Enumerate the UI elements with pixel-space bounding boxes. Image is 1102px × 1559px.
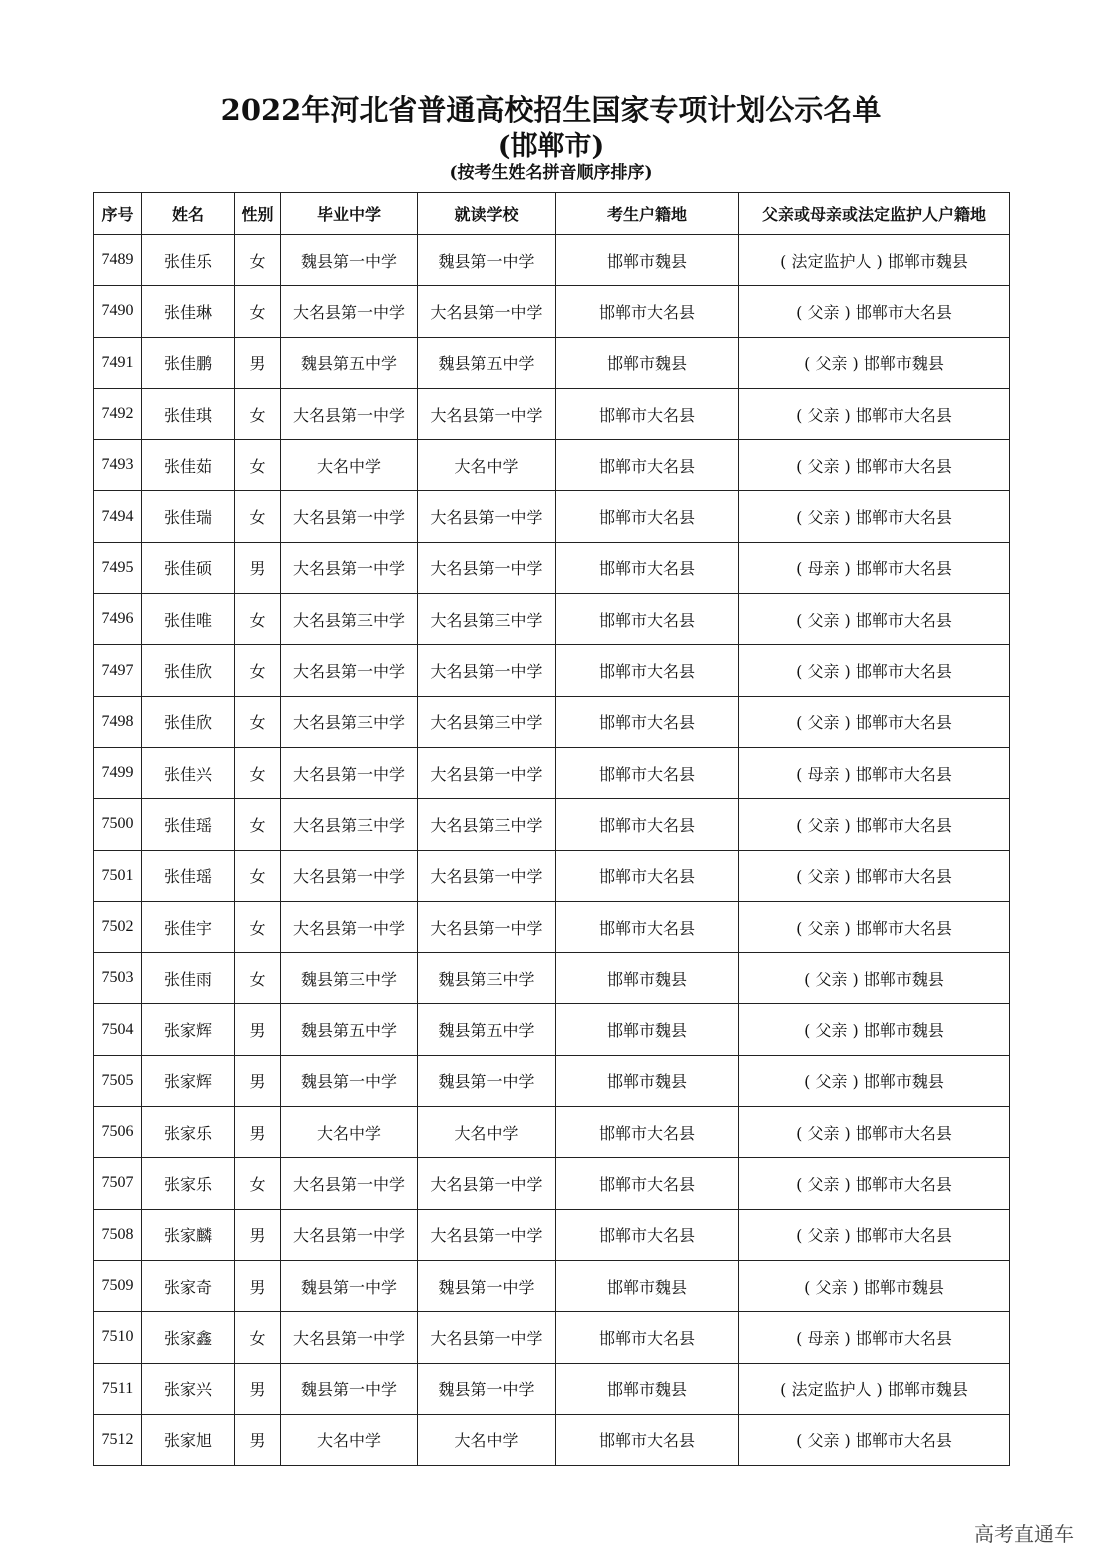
cell-gender: 男 xyxy=(235,1004,281,1055)
cell-graduated-school: 大名县第三中学 xyxy=(281,799,418,850)
cell-current-school: 大名县第一中学 xyxy=(418,901,556,952)
table-body xyxy=(94,235,1010,1466)
table-row xyxy=(94,747,1010,798)
cell-seq: 7496 xyxy=(94,594,142,645)
table-row xyxy=(94,388,1010,439)
cell-seq: 7498 xyxy=(94,696,142,747)
cell-name: 张佳琳 xyxy=(142,286,235,337)
cell-graduated-school: 大名县第一中学 xyxy=(281,1158,418,1209)
cell-household-registration: 邯郸市大名县 xyxy=(556,747,739,798)
table-row xyxy=(94,645,1010,696)
table-row xyxy=(94,1312,1010,1363)
cell-current-school: 大名县第三中学 xyxy=(418,696,556,747)
cell-seq: 7490 xyxy=(94,286,142,337)
cell-current-school: 魏县第一中学 xyxy=(418,235,556,286)
cell-seq: 7494 xyxy=(94,491,142,542)
header-seq: 序号 xyxy=(94,193,142,235)
table-row xyxy=(94,594,1010,645)
cell-household-registration: 邯郸市魏县 xyxy=(556,1004,739,1055)
cell-household-registration: 邯郸市大名县 xyxy=(556,440,739,491)
cell-current-school: 大名县第一中学 xyxy=(418,1209,556,1260)
cell-current-school: 大名县第三中学 xyxy=(418,594,556,645)
cell-gender: 男 xyxy=(235,1209,281,1260)
cell-guardian-registration: ( 父亲 ) 邯郸市大名县 xyxy=(739,286,1010,337)
table-row xyxy=(94,696,1010,747)
table-row xyxy=(94,901,1010,952)
cell-guardian-registration: ( 父亲 ) 邯郸市大名县 xyxy=(739,440,1010,491)
cell-graduated-school: 大名中学 xyxy=(281,1107,418,1158)
table-row xyxy=(94,1414,1010,1465)
cell-current-school: 魏县第五中学 xyxy=(418,1004,556,1055)
cell-household-registration: 邯郸市大名县 xyxy=(556,1414,739,1465)
cell-seq: 7492 xyxy=(94,388,142,439)
cell-household-registration: 邯郸市魏县 xyxy=(556,953,739,1004)
cell-graduated-school: 大名县第三中学 xyxy=(281,696,418,747)
cell-current-school: 魏县第一中学 xyxy=(418,1055,556,1106)
cell-seq: 7501 xyxy=(94,850,142,901)
cell-name: 张佳瑶 xyxy=(142,850,235,901)
cell-seq: 7505 xyxy=(94,1055,142,1106)
cell-seq: 7504 xyxy=(94,1004,142,1055)
cell-gender: 男 xyxy=(235,1260,281,1311)
table-row xyxy=(94,1209,1010,1260)
table-row xyxy=(94,1158,1010,1209)
cell-name: 张佳雨 xyxy=(142,953,235,1004)
cell-gender: 男 xyxy=(235,1055,281,1106)
cell-name: 张佳欣 xyxy=(142,696,235,747)
cell-name: 张佳硕 xyxy=(142,542,235,593)
cell-gender: 女 xyxy=(235,696,281,747)
cell-household-registration: 邯郸市大名县 xyxy=(556,799,739,850)
page-title: 2022年河北省普通高校招生国家专项计划公示名单 xyxy=(220,93,882,127)
cell-gender: 男 xyxy=(235,542,281,593)
cell-current-school: 大名县第一中学 xyxy=(418,850,556,901)
cell-graduated-school: 大名县第一中学 xyxy=(281,850,418,901)
cell-graduated-school: 魏县第一中学 xyxy=(281,1260,418,1311)
cell-current-school: 大名中学 xyxy=(418,1107,556,1158)
cell-household-registration: 邯郸市魏县 xyxy=(556,235,739,286)
cell-gender: 女 xyxy=(235,286,281,337)
cell-gender: 女 xyxy=(235,953,281,1004)
cell-current-school: 魏县第五中学 xyxy=(418,337,556,388)
cell-seq: 7508 xyxy=(94,1209,142,1260)
cell-current-school: 大名中学 xyxy=(418,1414,556,1465)
cell-graduated-school: 大名县第三中学 xyxy=(281,594,418,645)
cell-name: 张家旭 xyxy=(142,1414,235,1465)
cell-seq: 7507 xyxy=(94,1158,142,1209)
cell-household-registration: 邯郸市大名县 xyxy=(556,850,739,901)
cell-gender: 女 xyxy=(235,747,281,798)
table-row xyxy=(94,799,1010,850)
header-graduated-school: 毕业中学 xyxy=(281,193,418,235)
header-guardian-registration: 父亲或母亲或法定监护人户籍地 xyxy=(739,193,1010,235)
cell-graduated-school: 大名中学 xyxy=(281,1414,418,1465)
cell-gender: 男 xyxy=(235,1107,281,1158)
cell-household-registration: 邯郸市大名县 xyxy=(556,1312,739,1363)
cell-current-school: 大名县第三中学 xyxy=(418,799,556,850)
cell-graduated-school: 大名县第一中学 xyxy=(281,1209,418,1260)
cell-guardian-registration: ( 父亲 ) 邯郸市大名县 xyxy=(739,1107,1010,1158)
cell-guardian-registration: ( 母亲 ) 邯郸市大名县 xyxy=(739,747,1010,798)
cell-seq: 7506 xyxy=(94,1107,142,1158)
watermark: 高考直通车 xyxy=(974,1522,1074,1546)
cell-guardian-registration: ( 父亲 ) 邯郸市大名县 xyxy=(739,850,1010,901)
cell-gender: 女 xyxy=(235,235,281,286)
table-header-row xyxy=(94,193,1010,235)
cell-current-school: 大名县第一中学 xyxy=(418,645,556,696)
cell-graduated-school: 大名县第一中学 xyxy=(281,491,418,542)
cell-current-school: 大名县第一中学 xyxy=(418,542,556,593)
cell-graduated-school: 魏县第一中学 xyxy=(281,235,418,286)
cell-gender: 女 xyxy=(235,1158,281,1209)
cell-current-school: 大名县第一中学 xyxy=(418,747,556,798)
cell-current-school: 大名县第一中学 xyxy=(418,388,556,439)
cell-gender: 男 xyxy=(235,1414,281,1465)
cell-guardian-registration: ( 父亲 ) 邯郸市大名县 xyxy=(739,901,1010,952)
cell-seq: 7489 xyxy=(94,235,142,286)
cell-guardian-registration: ( 法定监护人 ) 邯郸市魏县 xyxy=(739,1363,1010,1414)
table-row xyxy=(94,1260,1010,1311)
cell-graduated-school: 大名县第一中学 xyxy=(281,1312,418,1363)
header-household-registration: 考生户籍地 xyxy=(556,193,739,235)
table-row xyxy=(94,1004,1010,1055)
cell-seq: 7497 xyxy=(94,645,142,696)
cell-gender: 男 xyxy=(235,337,281,388)
cell-guardian-registration: ( 父亲 ) 邯郸市魏县 xyxy=(739,953,1010,1004)
cell-household-registration: 邯郸市大名县 xyxy=(556,594,739,645)
cell-guardian-registration: ( 父亲 ) 邯郸市大名县 xyxy=(739,645,1010,696)
table-row xyxy=(94,1107,1010,1158)
cell-household-registration: 邯郸市大名县 xyxy=(556,491,739,542)
cell-current-school: 大名县第一中学 xyxy=(418,1312,556,1363)
cell-guardian-registration: ( 父亲 ) 邯郸市大名县 xyxy=(739,1209,1010,1260)
cell-graduated-school: 大名县第一中学 xyxy=(281,286,418,337)
cell-name: 张佳鹏 xyxy=(142,337,235,388)
cell-guardian-registration: ( 父亲 ) 邯郸市魏县 xyxy=(739,1260,1010,1311)
cell-current-school: 魏县第一中学 xyxy=(418,1363,556,1414)
table-row xyxy=(94,1055,1010,1106)
cell-seq: 7495 xyxy=(94,542,142,593)
table-row xyxy=(94,235,1010,286)
cell-gender: 女 xyxy=(235,799,281,850)
table-row xyxy=(94,491,1010,542)
cell-seq: 7503 xyxy=(94,953,142,1004)
cell-current-school: 魏县第三中学 xyxy=(418,953,556,1004)
cell-name: 张佳乐 xyxy=(142,235,235,286)
cell-name: 张家辉 xyxy=(142,1004,235,1055)
sort-note: (按考生姓名拼音顺序排序) xyxy=(449,163,653,183)
roster-table xyxy=(93,192,1010,1466)
cell-household-registration: 邯郸市大名县 xyxy=(556,696,739,747)
cell-household-registration: 邯郸市大名县 xyxy=(556,645,739,696)
cell-gender: 男 xyxy=(235,1363,281,1414)
cell-graduated-school: 大名县第一中学 xyxy=(281,542,418,593)
cell-seq: 7512 xyxy=(94,1414,142,1465)
table-row xyxy=(94,286,1010,337)
cell-graduated-school: 大名县第一中学 xyxy=(281,901,418,952)
cell-household-registration: 邯郸市魏县 xyxy=(556,1260,739,1311)
cell-name: 张家鑫 xyxy=(142,1312,235,1363)
cell-gender: 女 xyxy=(235,901,281,952)
cell-name: 张家奇 xyxy=(142,1260,235,1311)
cell-graduated-school: 大名中学 xyxy=(281,440,418,491)
cell-graduated-school: 大名县第一中学 xyxy=(281,645,418,696)
cell-gender: 女 xyxy=(235,491,281,542)
cell-household-registration: 邯郸市大名县 xyxy=(556,901,739,952)
cell-seq: 7510 xyxy=(94,1312,142,1363)
cell-gender: 女 xyxy=(235,594,281,645)
cell-graduated-school: 大名县第一中学 xyxy=(281,388,418,439)
table-row xyxy=(94,542,1010,593)
header-gender: 性别 xyxy=(235,193,281,235)
cell-current-school: 魏县第一中学 xyxy=(418,1260,556,1311)
cell-current-school: 大名县第一中学 xyxy=(418,491,556,542)
cell-guardian-registration: ( 父亲 ) 邯郸市大名县 xyxy=(739,491,1010,542)
cell-seq: 7502 xyxy=(94,901,142,952)
cell-name: 张家兴 xyxy=(142,1363,235,1414)
cell-guardian-registration: ( 父亲 ) 邯郸市大名县 xyxy=(739,594,1010,645)
cell-graduated-school: 魏县第三中学 xyxy=(281,953,418,1004)
cell-guardian-registration: ( 父亲 ) 邯郸市魏县 xyxy=(739,1004,1010,1055)
cell-gender: 女 xyxy=(235,645,281,696)
cell-guardian-registration: ( 父亲 ) 邯郸市大名县 xyxy=(739,696,1010,747)
header-current-school: 就读学校 xyxy=(418,193,556,235)
cell-name: 张家乐 xyxy=(142,1158,235,1209)
cell-name: 张佳瑞 xyxy=(142,491,235,542)
table-row xyxy=(94,337,1010,388)
cell-household-registration: 邯郸市大名县 xyxy=(556,542,739,593)
table-row xyxy=(94,1363,1010,1414)
cell-seq: 7500 xyxy=(94,799,142,850)
cell-guardian-registration: ( 父亲 ) 邯郸市大名县 xyxy=(739,1414,1010,1465)
cell-household-registration: 邯郸市魏县 xyxy=(556,1363,739,1414)
table-row xyxy=(94,440,1010,491)
cell-household-registration: 邯郸市大名县 xyxy=(556,286,739,337)
cell-current-school: 大名县第一中学 xyxy=(418,1158,556,1209)
cell-name: 张佳唯 xyxy=(142,594,235,645)
cell-name: 张家辉 xyxy=(142,1055,235,1106)
cell-guardian-registration: ( 母亲 ) 邯郸市大名县 xyxy=(739,1312,1010,1363)
cell-guardian-registration: ( 父亲 ) 邯郸市魏县 xyxy=(739,337,1010,388)
table-row xyxy=(94,953,1010,1004)
cell-household-registration: 邯郸市魏县 xyxy=(556,1055,739,1106)
cell-graduated-school: 魏县第五中学 xyxy=(281,1004,418,1055)
cell-guardian-registration: ( 父亲 ) 邯郸市魏县 xyxy=(739,1055,1010,1106)
cell-seq: 7509 xyxy=(94,1260,142,1311)
cell-graduated-school: 魏县第五中学 xyxy=(281,337,418,388)
header-name: 姓名 xyxy=(142,193,235,235)
cell-guardian-registration: ( 父亲 ) 邯郸市大名县 xyxy=(739,388,1010,439)
cell-name: 张佳瑶 xyxy=(142,799,235,850)
cell-graduated-school: 魏县第一中学 xyxy=(281,1055,418,1106)
cell-seq: 7511 xyxy=(94,1363,142,1414)
cell-current-school: 大名中学 xyxy=(418,440,556,491)
cell-name: 张佳兴 xyxy=(142,747,235,798)
cell-name: 张佳欣 xyxy=(142,645,235,696)
cell-seq: 7493 xyxy=(94,440,142,491)
cell-household-registration: 邯郸市大名县 xyxy=(556,1158,739,1209)
cell-guardian-registration: ( 父亲 ) 邯郸市大名县 xyxy=(739,799,1010,850)
cell-household-registration: 邯郸市大名县 xyxy=(556,1107,739,1158)
page-subtitle: (邯郸市) xyxy=(497,131,605,162)
table-row xyxy=(94,850,1010,901)
cell-household-registration: 邯郸市魏县 xyxy=(556,337,739,388)
cell-guardian-registration: ( 母亲 ) 邯郸市大名县 xyxy=(739,542,1010,593)
cell-gender: 女 xyxy=(235,440,281,491)
cell-gender: 女 xyxy=(235,1312,281,1363)
cell-gender: 女 xyxy=(235,850,281,901)
cell-household-registration: 邯郸市大名县 xyxy=(556,1209,739,1260)
cell-graduated-school: 魏县第一中学 xyxy=(281,1363,418,1414)
cell-guardian-registration: ( 父亲 ) 邯郸市大名县 xyxy=(739,1158,1010,1209)
cell-guardian-registration: ( 法定监护人 ) 邯郸市魏县 xyxy=(739,235,1010,286)
cell-seq: 7499 xyxy=(94,747,142,798)
cell-name: 张家麟 xyxy=(142,1209,235,1260)
cell-graduated-school: 大名县第一中学 xyxy=(281,747,418,798)
cell-name: 张佳宇 xyxy=(142,901,235,952)
cell-gender: 女 xyxy=(235,388,281,439)
cell-name: 张佳琪 xyxy=(142,388,235,439)
cell-household-registration: 邯郸市大名县 xyxy=(556,388,739,439)
cell-name: 张家乐 xyxy=(142,1107,235,1158)
cell-current-school: 大名县第一中学 xyxy=(418,286,556,337)
cell-seq: 7491 xyxy=(94,337,142,388)
cell-name: 张佳茹 xyxy=(142,440,235,491)
